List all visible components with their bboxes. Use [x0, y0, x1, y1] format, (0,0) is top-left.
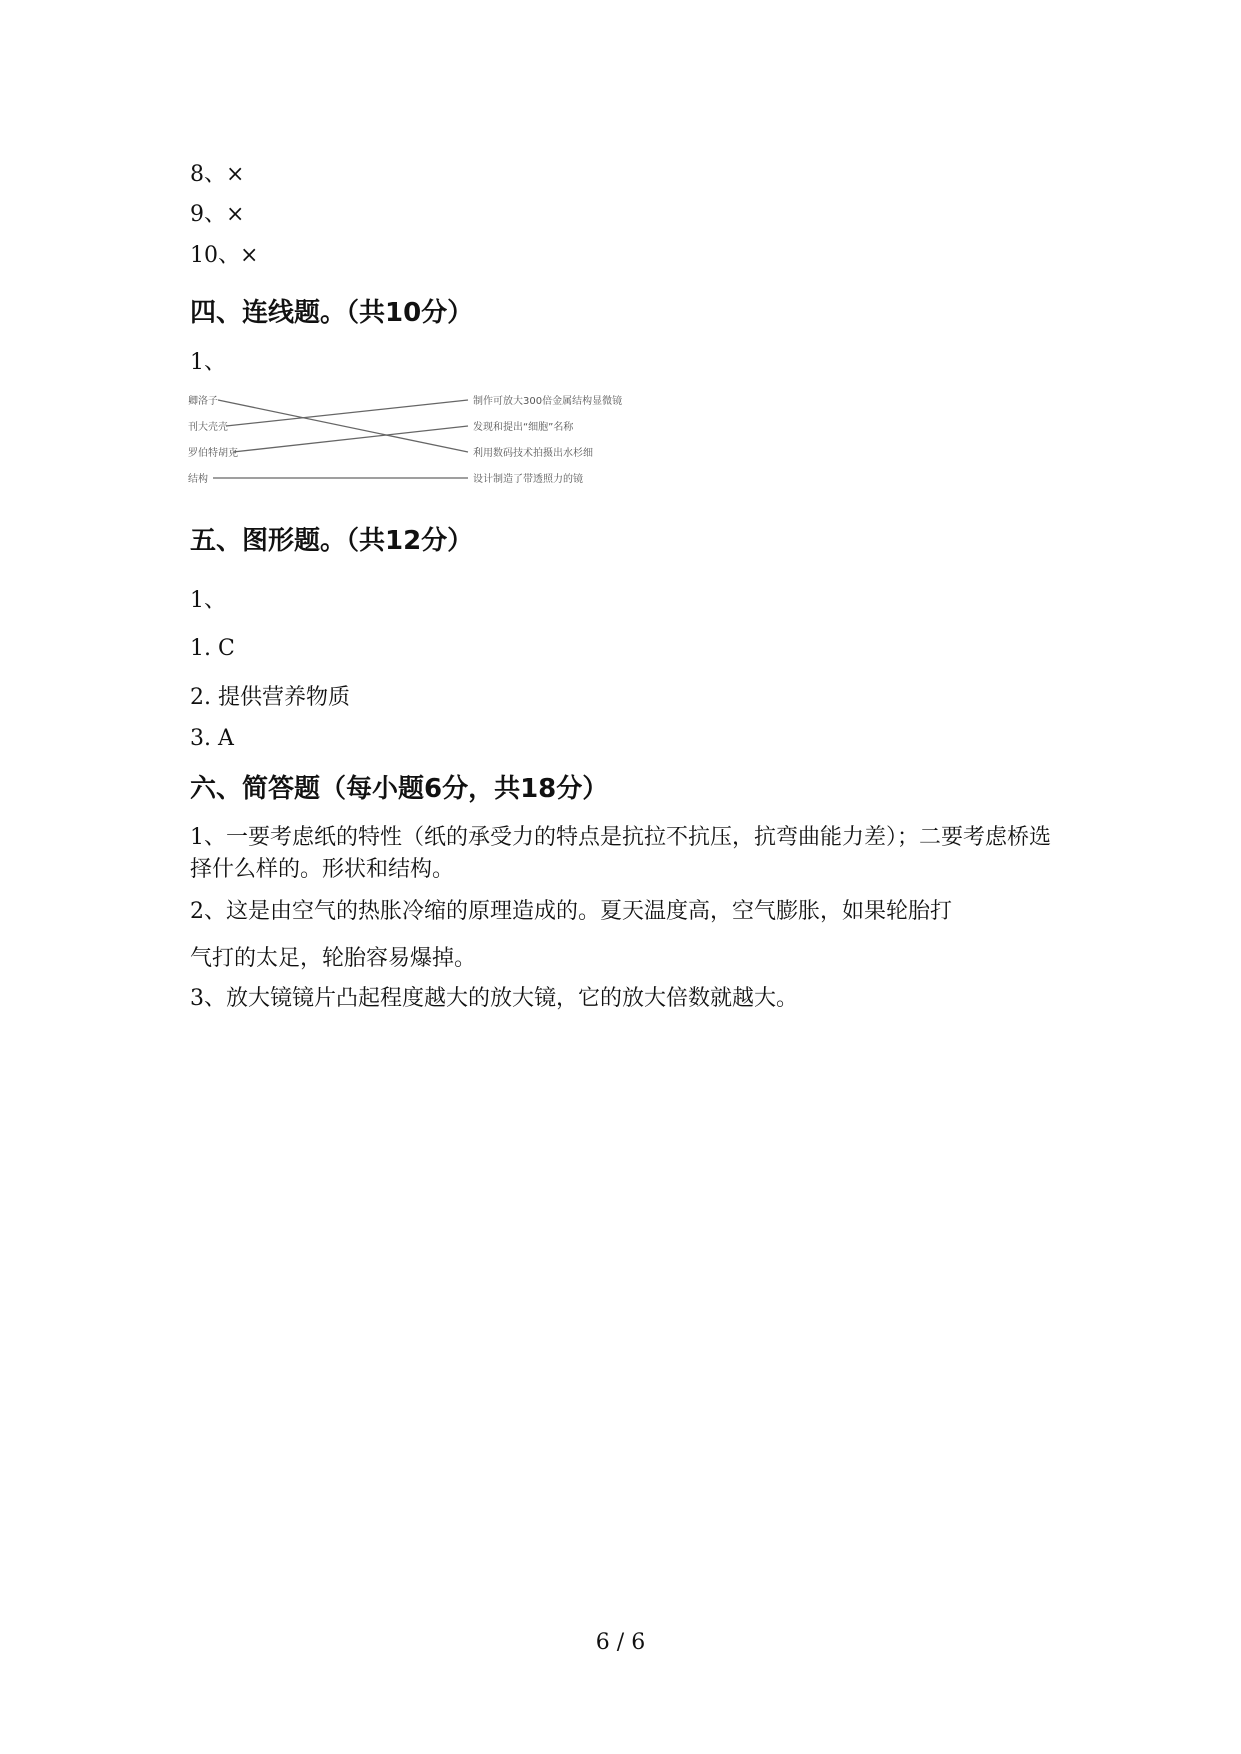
page-number: 6 / 6 [595, 1630, 646, 1655]
section5-answer-3: 3. A [190, 726, 234, 751]
match-line [226, 400, 468, 426]
section5-title: 五、图形题。（共12分） [190, 526, 474, 556]
section6-answer-2: 2、这是由空气的热胀冷缩的原理造成的。夏天温度高，空气膨胀，如果轮胎打 [190, 899, 952, 924]
matching-diagram [188, 388, 623, 498]
section4-item-1: 1、 [190, 350, 226, 375]
left-item: 结构 [188, 474, 208, 485]
section6-answer-1: 1、一要考虑纸的特性（纸的承受力的特点是抗拉不抗压，抗弯曲能力差）；二要考虑桥选择什么样的。形状和结构。 [190, 825, 1052, 882]
right-item: 制作可放大300倍金属结构显微镜 [473, 396, 623, 407]
section5-item-1: 1、 [190, 588, 226, 613]
match-line [218, 400, 468, 452]
section6-answer-2-cont: 气打的太足，轮胎容易爆掉。 [190, 946, 477, 971]
right-item: 利用数码技术拍摄出水杉细 [473, 448, 593, 459]
section5-answer-2: 2. 提供营养物质 [190, 685, 350, 710]
answer-9: 9、× [190, 202, 245, 227]
right-item: 发现和提出“细胞”名称 [473, 422, 574, 433]
answer-8: 8、× [190, 162, 245, 187]
left-item: 卿洛子 [188, 396, 218, 407]
section6-answer-3: 3、放大镜镜片凸起程度越大的放大镜，它的放大倍数就越大。 [190, 986, 798, 1011]
section4-title: 四、连线题。（共10分） [190, 298, 474, 328]
match-line [233, 426, 468, 452]
section6-title: 六、简答题（每小题6分，共18分） [190, 774, 609, 804]
answer-10: 10、× [190, 243, 259, 268]
section5-answer-1: 1. C [190, 636, 235, 661]
left-item: 刊大壳壳 [188, 422, 228, 433]
left-item: 罗伯特胡克 [188, 448, 238, 459]
right-item: 设计制造了带透照力的镜 [473, 474, 583, 485]
